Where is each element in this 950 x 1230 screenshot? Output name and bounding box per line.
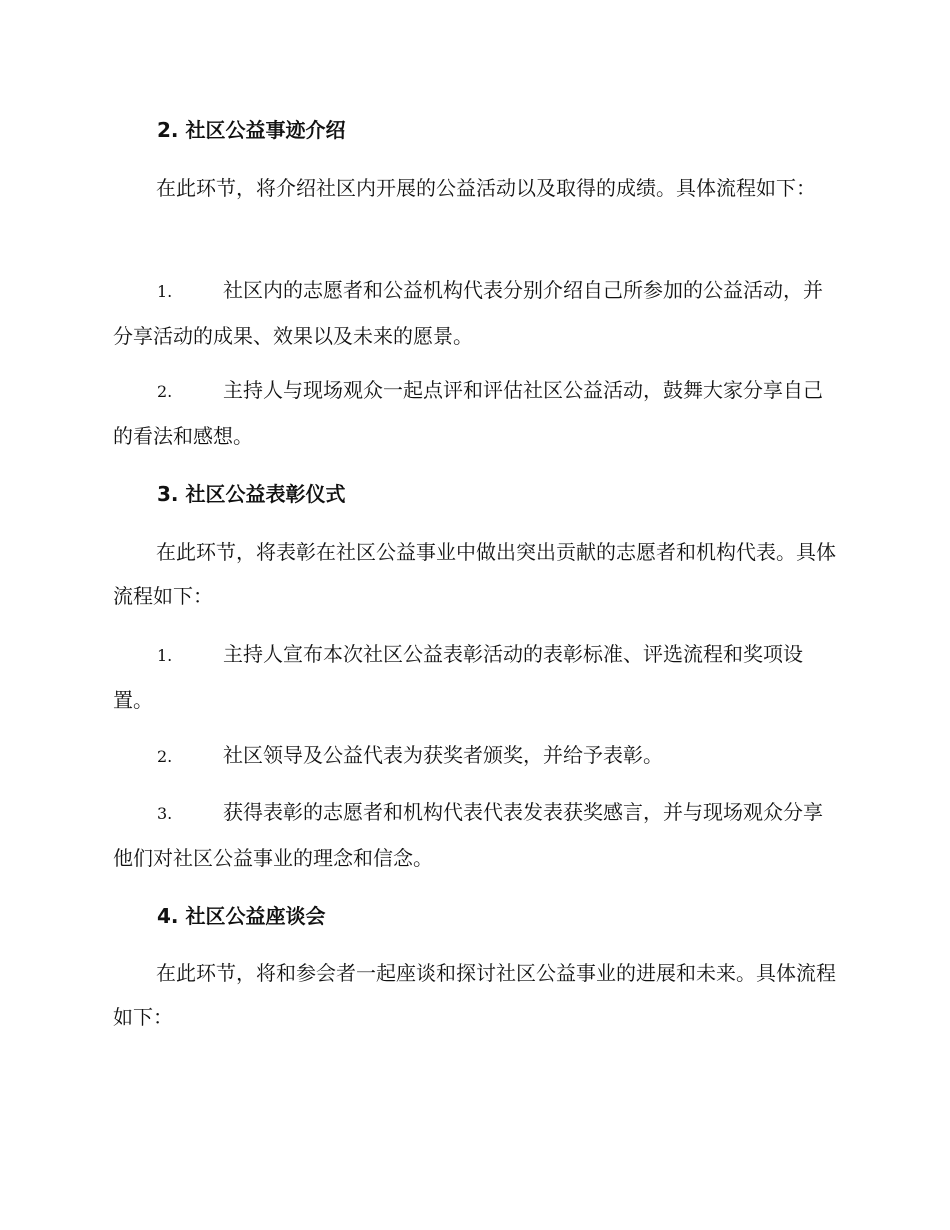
list-item-number: 2. xyxy=(157,382,173,401)
list-item xyxy=(113,268,838,358)
section-intro-text: 在此环节，将和参会者一起座谈和探讨社区公益事业的进展和未来。具体流程如下： xyxy=(113,961,836,1029)
list-item-text: 社区内的志愿者和公益机构代表分别介绍自己所参加的公益活动，并分享活动的成果、效果以及未来的愿景。 xyxy=(113,278,823,348)
section-heading: 2. 社区公益事迹介绍 xyxy=(157,118,346,142)
section-intro xyxy=(113,530,838,618)
list-item-number: 1. xyxy=(157,646,173,665)
section-intro xyxy=(113,166,838,210)
list-item-text: 获得表彰的志愿者和机构代表代表发表获奖感言，并与现场观众分享他们对社区公益事业的理念和信念。 xyxy=(113,800,823,870)
section-intro xyxy=(113,951,838,1039)
list-item-text: 主持人宣布本次社区公益表彰活动的表彰标准、评选流程和奖项设置。 xyxy=(113,642,803,712)
list-item xyxy=(113,733,838,779)
list-item-number: 1. xyxy=(157,282,173,301)
list-item-text: 社区领导及公益代表为获奖者颁奖，并给予表彰。 xyxy=(223,743,663,767)
list-item xyxy=(113,790,838,880)
list-item-text: 主持人与现场观众一起点评和评估社区公益活动，鼓舞大家分享自己的看法和感想。 xyxy=(113,378,823,448)
section-heading: 4. 社区公益座谈会 xyxy=(157,904,326,928)
list-item xyxy=(113,368,838,458)
section-heading: 3. 社区公益表彰仪式 xyxy=(157,482,346,506)
list-item xyxy=(113,632,838,722)
list-item-number: 3. xyxy=(157,804,173,823)
list-item-number: 2. xyxy=(157,747,173,766)
section-intro-text: 在此环节，将表彰在社区公益事业中做出突出贡献的志愿者和机构代表。具体流程如下： xyxy=(113,540,836,608)
section-intro-text: 在此环节，将介绍社区内开展的公益活动以及取得的成绩。具体流程如下： xyxy=(156,176,816,200)
